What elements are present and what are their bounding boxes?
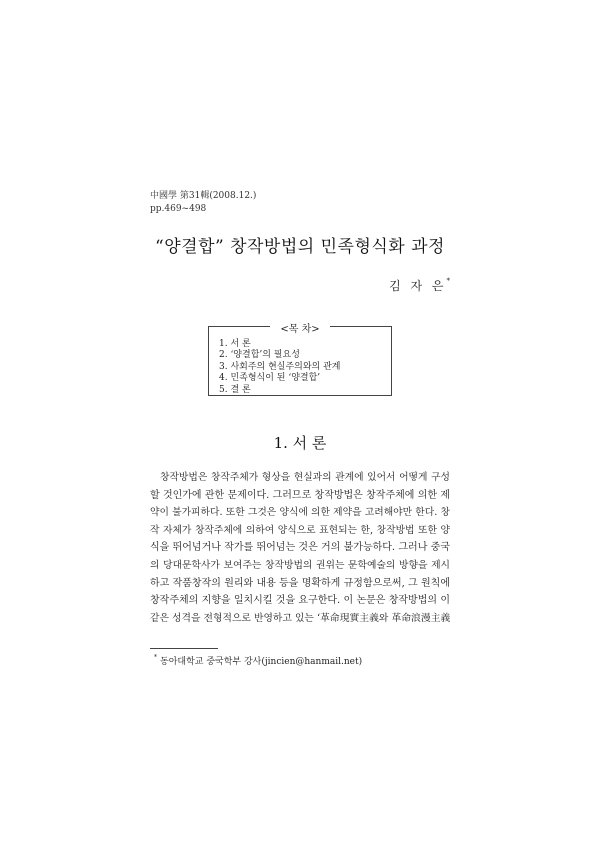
- footnote: [154, 654, 362, 667]
- author-name: [389, 277, 450, 294]
- paragraph-line: 의 당대문학사가 보여주는 창작방법의 권위는 문학예술의 방향을 제시: [150, 559, 450, 571]
- table-of-contents-heading: <목 차>: [270, 320, 330, 335]
- footnote-text: 동아대학교 중국학부 강사(jincien@hanmail.net): [160, 657, 363, 667]
- paragraph-line: 할 것인가에 관한 문제이다. 그러므로 창작방법은 창작주체에 의한 제: [150, 489, 450, 501]
- paper-title: “양결합” 창작방법의 민족형식화 과정: [155, 237, 445, 257]
- author-name-text: 김 자 은: [389, 279, 447, 293]
- paragraph-line: 같은 성격을 전형적으로 반영하고 있는 ‘革命現實主義와 革命浪漫主義: [150, 612, 450, 624]
- paragraph-line: 작 자체가 창작주체에 의하여 양식으로 표현되는 한, 창작방법 또한 양: [150, 524, 450, 536]
- paragraph-line: 하고 작품창작의 원리와 내용 등을 명확하게 규정함으로써, 그 원칙에: [150, 577, 450, 589]
- journal-volume: 中國學 第31輯(2008.12.): [150, 191, 257, 201]
- footnote-mark: *: [154, 654, 157, 661]
- paragraph-line: 약이 불가피하다. 또한 그것은 양식에 의한 제약을 고려해야만 한다. 창: [150, 507, 450, 519]
- toc-item: 1. 서 론: [219, 339, 251, 349]
- paragraph-line: 식을 뛰어넘거나 작가를 뛰어넘는 것은 거의 불가능하다. 그러나 중국: [150, 542, 450, 554]
- journal-pages: pp.469~498: [150, 204, 207, 214]
- toc-item: 2. ‘양결합’의 필요성: [219, 350, 300, 361]
- toc-item: 5. 결 론: [219, 384, 251, 395]
- table-of-contents-list: [219, 339, 341, 396]
- section-heading: 1. 서 론: [273, 434, 327, 452]
- footnote-divider: [150, 648, 218, 649]
- toc-item: 3. 사회주의 현실주의와의 관계: [219, 361, 341, 372]
- paragraph-line: 창작방법은 창작주체가 형상을 현실과의 관계에 있어서 어떻게 구성: [160, 472, 450, 483]
- journal-citation: [150, 190, 256, 216]
- toc-item: 4. 민족형식이 된 ‘양결합’: [219, 373, 321, 384]
- paragraph-line: 창작주체의 지향을 일치시킬 것을 요구한다. 이 논문은 창작방법의 이: [150, 595, 450, 607]
- author-footnote-mark: *: [446, 277, 450, 285]
- body-paragraph: [150, 469, 450, 627]
